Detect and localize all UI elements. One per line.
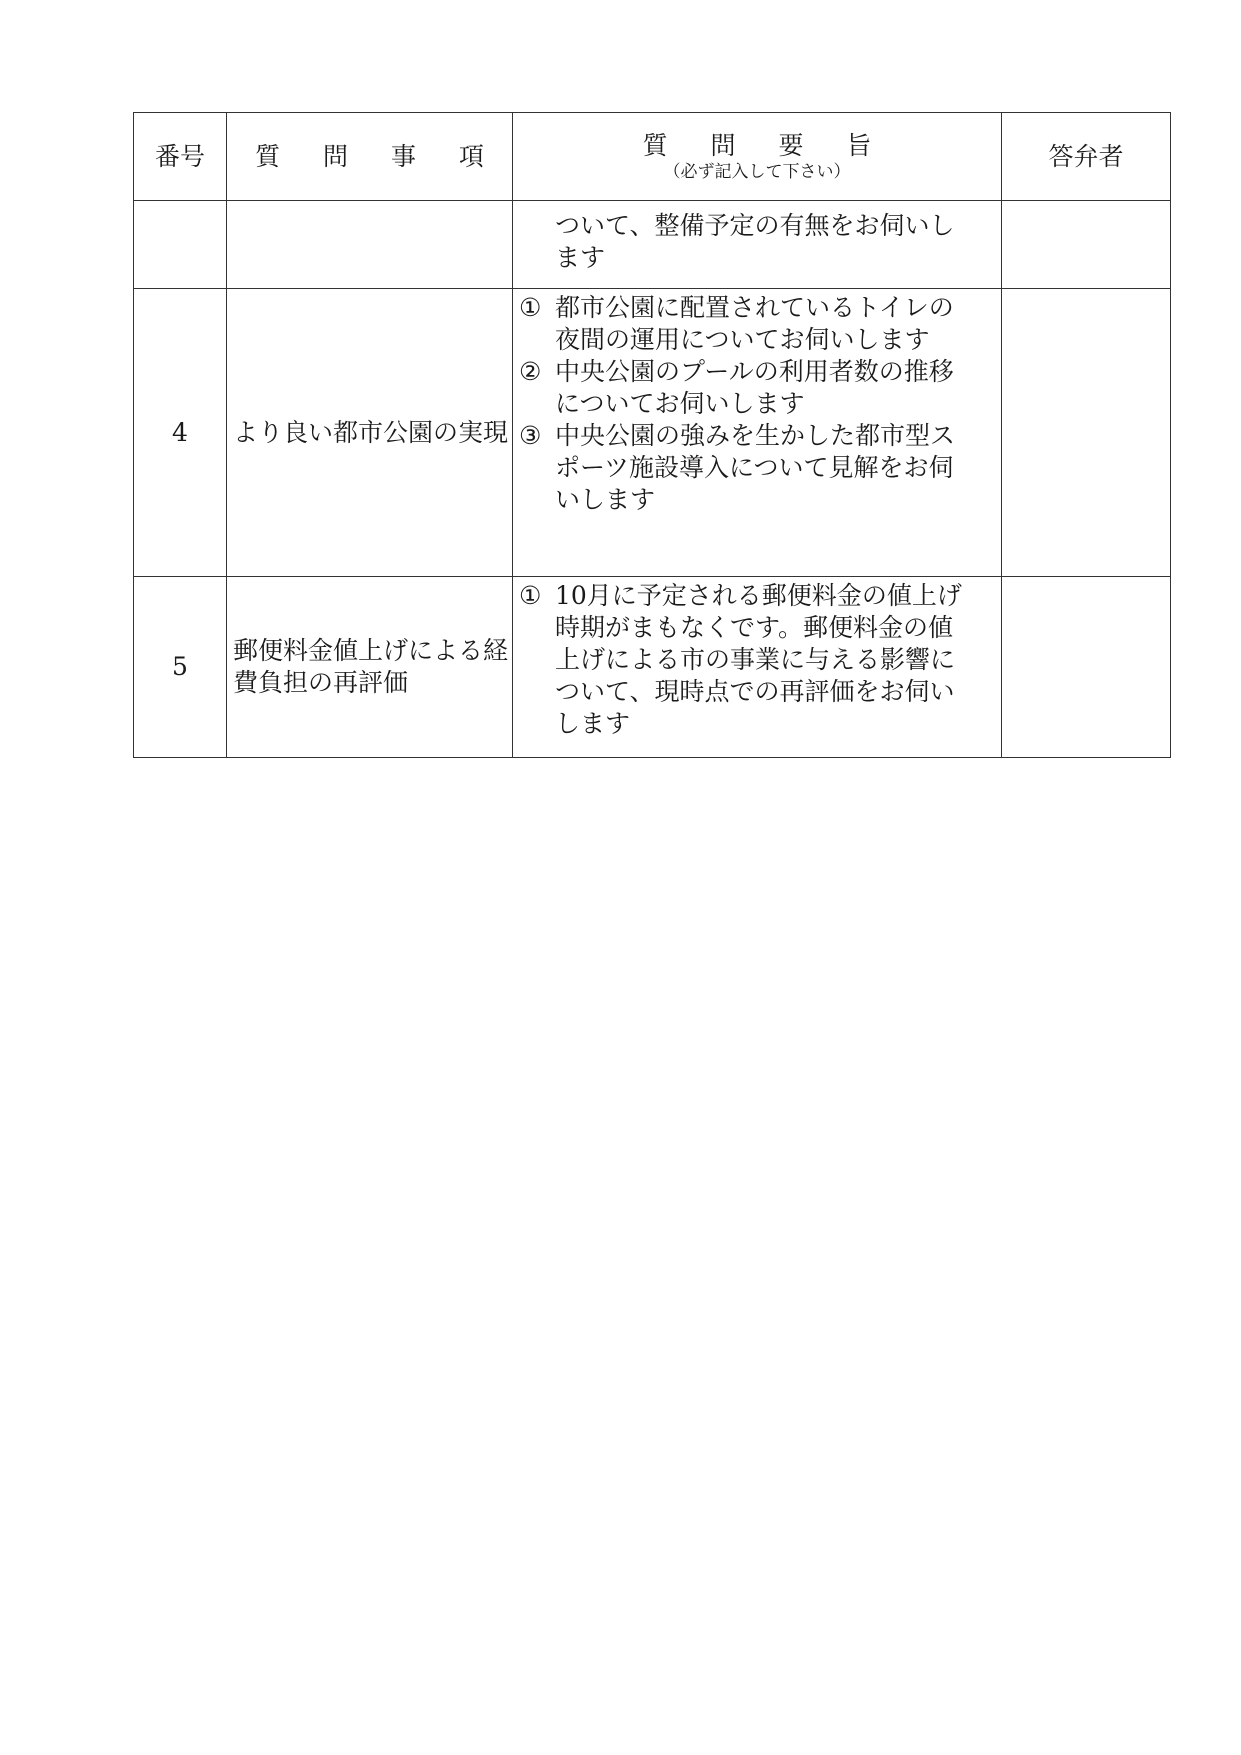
question-table xyxy=(133,112,1171,758)
header-summary-note: （必ず記入して下さい） xyxy=(663,161,851,182)
row-respondent xyxy=(1002,201,1171,289)
point-marker: ① xyxy=(519,581,542,610)
point-text: 都市公園に配置されているトイレの夜間の運用についてお伺いします xyxy=(555,293,954,354)
header-respondent: 答弁者 xyxy=(1002,113,1171,201)
row-respondent xyxy=(1002,289,1171,577)
header-summary xyxy=(513,113,1002,201)
row-number xyxy=(134,201,227,289)
header-item xyxy=(227,113,513,201)
table-row xyxy=(134,577,1171,758)
summary-continuation: ついて、整備予定の有無をお伺いします xyxy=(555,211,955,272)
header-row xyxy=(134,113,1171,201)
row-number: 4 xyxy=(134,289,227,577)
row-item: より良い都市公園の実現 xyxy=(227,289,513,577)
row-item: 郵便料金値上げによる経費負担の再評価 xyxy=(227,577,513,758)
point-text: 10月に予定される郵便料金の値上げ時期がまもなくです。郵便料金の値上げによる市の事業に与える影響について、現時点での再評価をお伺いします xyxy=(555,581,962,738)
row-summary xyxy=(513,289,1002,577)
point-text: 中央公園の強みを生かした都市型スポーツ施設導入について見解をお伺いします xyxy=(555,421,956,514)
row-respondent xyxy=(1002,577,1171,758)
row-summary xyxy=(513,577,1002,758)
point-marker: ① xyxy=(519,293,542,322)
summary-point xyxy=(519,580,971,740)
table-row xyxy=(134,289,1171,577)
point-marker: ② xyxy=(519,357,542,386)
table-row xyxy=(134,201,1171,289)
summary-point xyxy=(519,292,971,356)
header-summary-label: 質 問 要 旨 xyxy=(642,130,889,160)
row-summary xyxy=(513,201,1002,289)
summary-point xyxy=(519,420,971,516)
point-marker: ③ xyxy=(519,421,542,450)
summary-point xyxy=(519,356,971,420)
row-number: 5 xyxy=(134,577,227,758)
row-item xyxy=(227,201,513,289)
header-number: 番号 xyxy=(134,113,227,201)
point-text: 中央公園のプールの利用者数の推移についてお伺いします xyxy=(555,357,954,418)
header-item-label: 質 問 事 項 xyxy=(255,141,502,171)
